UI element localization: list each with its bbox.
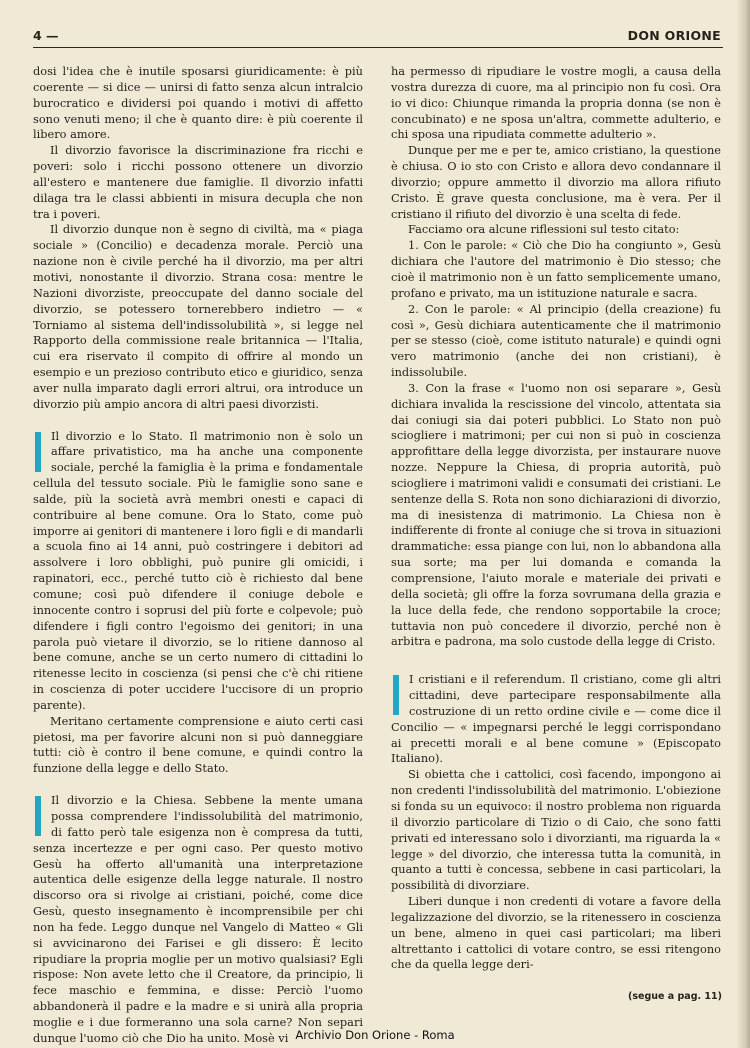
accent-bar [35, 432, 41, 472]
archive-footer: Archivio Don Orione - Roma [295, 1028, 455, 1042]
paragraph: Il divorzio dunque non è segno di civiltà, ma « piaga sociale » (Concilio) e decadenza morale. Perciò una nazione non è civile perché ha il divorzio, ma per altri motivi, nonostante il divorzio. Strana cosa: mentre le Nazioni divorziste, preoccupate del danno sociale del divorzio, se potessero tornerebbero indietro — « Torniamo al sistema dell'indissolubilità », si legge nel Rapporto della commissione reale britannica — l'Italia, cui era riservato il compito di offrire al mondo un esempio e un prezioso contributo etico e giuridico, senza aver nulla imparato dagli errori altrui, ora introduce un divorzio più ampio ancora di altri paesi divorzisti. [33, 222, 363, 411]
paragraph: ha permesso di ripudiare le vostre mogli, a causa della vostra durezza di cuore, ma al principio non fu così. Ora io vi dico: Chiunque rimanda la propria donna (se non è concubinato) e ne sposa un'altra, commette adulterio, e chi sposa una ripudiata commette adulterio ». [391, 64, 721, 142]
numbered-paragraph: 1. Con le parole: « Ciò che Dio ha congiunto », Gesù dichiara che l'autore del matrimonio è Dio stesso; che cioè il matrimonio non è un fatto semplicemente umano, profano e privato, ma un istituzione naturale e sacra. [391, 238, 721, 300]
paragraph: Il divorzio favorisce la discriminazione fra ricchi e poveri: solo i ricchi possono ottenere un divorzio all'estero e mantenere due famiglie. Il divorzio infatti dilaga tra le classi abbienti in misura decupla che non tra i poveri. [33, 143, 363, 221]
section-title: Il divorzio e lo Stato. [51, 428, 183, 443]
section-cristiani-referendum [391, 672, 721, 973]
page-edge-shadow [736, 0, 750, 1048]
paragraph: dosi l'idea che è inutile sposarsi giuridicamente: è più coerente — si dice — unirsi di fatto senza alcun intralcio burocratico e dividersi poi quando i motivi di affetto sono venuti meno; il che è quanto dire: è più coerente il libero amore. [33, 64, 363, 142]
page-number: 4 — [33, 28, 59, 43]
numbered-paragraph: 2. Con le parole: « Al principio (della creazione) fu così », Gesù dichiara autenticamente che il matrimonio per se stesso (cioè, come istituto naturale) e quindi ogni vero matrimonio (anche dei non cristiani), è indissolubile. [391, 301, 721, 380]
page-header [33, 28, 721, 48]
accent-bar [35, 796, 41, 836]
section-divorzio-chiesa [33, 793, 363, 1047]
section-text: Sebbene la mente umana possa comprendere l'indissolubilità del matrimonio, di fatto però tale esigenza non è compresa da tutti, senza incertezze e per ogni caso. Per questo motivo Gesù ha offerto all'umanità una interpretazione autentica delle esigenze della legge naturale. Il nostro discorso ora si rivolge ai cristiani, poiché, come dice Gesù, questo insegnamento è incomprensibile per chi non ha fede. Leggo dunque nel Vangelo di Matteo « Gli si avvicinarono dei Farisei e gli dissero: È lecito ripudiare la propria moglie per un motivo qualsiasi? Egli rispose: Non avete letto che il Creatore, da principio, li fece maschio e femmina, e disse: Perciò l'uomo abbandonerà il padre e la madre e si unirà alla propria moglie e i due formeranno una sola carne? Non separi dunque l'uomo ciò che Dio ha unito. Mosè vi [33, 793, 364, 1045]
paragraph: Liberi dunque i non credenti di votare a favore della legalizzazione del divorzio, se la ritenessero in coscienza un bene, almeno in quei casi particolari; ma liberi altrettanto i cattolici di votare contro, se essi ritengono che da quella legge deri- [391, 894, 721, 972]
section-title: Il divorzio e la Chiesa. [51, 793, 197, 808]
section-text: Il cristiano, come gli altri cittadini, deve partecipare responsabilmente alla costruzione di un retto ordine civile e — come dice il Concilio — « impegnarsi perché le leggi corrispondano ai precetti morali e al bene comune » (Episcopato Italiano). [391, 672, 721, 766]
paragraph: Dunque per me e per te, amico cristiano, la questione è chiusa. O io sto con Cristo e allora devo condannare il divorzio; oppure ammetto il divorzio ma allora rifiuto Cristo. È grave questa conclusione, ma è vera. Per il cristiano il rifiuto del divorzio è una scelta di fede. [391, 143, 721, 221]
continuation-note: (segue a pag. 11) [628, 991, 722, 1002]
numbered-paragraph: 3. Con la frase « l'uomo non osi separare », Gesù dichiara invalida la rescissione del vincolo, attentata sia dai coniugi sia dai poteri pubblici. Lo Stato non può sciogliere i matrimoni; per cui non si può in coscienza approfittare della legge divorzista, per instaurare nuove nozze. Neppure la Chiesa, di propria autorità, può sciogliere i matrimoni validi e consumati dei cristiani. Le sentenze della S. Rota non sono dichiarazioni di divorzio, ma di inesistenza di matrimonio. La Chiesa non è indifferente di fronte al coniuge che si trova in situazioni drammatiche: essa piange con lui, non lo abbandona alla sua sorte; ma per lui domanda e comanda la comprensione, l'aiuto morale e materiale dei privati e della società; gli offre la forza sovrumana della grazia e la luce della fede, che rendono sopportabile la croce; tuttavia non può concedere il divorzio, perché non è arbitra e padrona, ma solo custode della legge di Cristo. [391, 380, 721, 649]
section-paragraph [391, 672, 721, 767]
section-paragraph [33, 793, 363, 1047]
paragraph: Meritano certamente comprensione e aiuto certi casi pietosi, ma per favorire alcuni non si può danneggiare tutti: ciò è contro il bene comune, e quindi contro la funzione della legge e dello Stato. [33, 713, 363, 776]
header-rule [33, 47, 723, 48]
left-column [33, 64, 363, 1047]
section-paragraph [33, 429, 363, 714]
running-title: DON ORIONE [627, 28, 721, 43]
section-text: Il matrimonio non è solo un affare privatistico, ma ha anche una componente sociale, perché la famiglia è la prima e fondamentale cellula del tessuto sociale. Più le famiglie sono sane e salde, più la società avrà membri onesti e capaci di contribuire al bene comune. Ora lo Stato, come può imporre ai genitori di mantenere i loro figli e di mandarli a scuola fino ai 14 anni, può costringere i debitori ad assolvere i loro obblighi, può punire gli omicidi, i rapinatori, ecc., perché tutto ciò è richiesto dal bene comune; così può difendere il coniuge debole e innocente contro i soprusi del più forte e colpevole; può difendere i figli contro l'egoismo dei genitori; in una parola può vietare il divorzio, se lo ritiene dannoso al bene comune, anche se un certo numero di cittadini lo ritenesse lecito in coscienza (si pensi che c'è chi ritiene in coscienza di poter uccidere l'uccisore di un proprio parente). [33, 428, 363, 712]
section-divorzio-stato [33, 429, 363, 778]
right-column [391, 64, 721, 973]
paragraph: Si obietta che i cattolici, così facendo, impongono ai non credenti l'indissolubilità del matrimonio. L'obiezione si fonda su un equivoco: il nostro problema non riguarda il divorzio particolare di Tizio o di Caio, che sono fatti privati ed interessano solo i divorzianti, ma riguarda la « legge » del divorzio, che interessa tutta la comunità, in quanto a tutti è concessa, sebbene in casi particolari, la possibilità di divorziare. [391, 767, 721, 893]
paragraph: Facciamo ora alcune riflessioni sul testo citato: [408, 222, 680, 237]
accent-bar [393, 675, 399, 715]
section-title: I cristiani e il referendum. [409, 672, 566, 687]
